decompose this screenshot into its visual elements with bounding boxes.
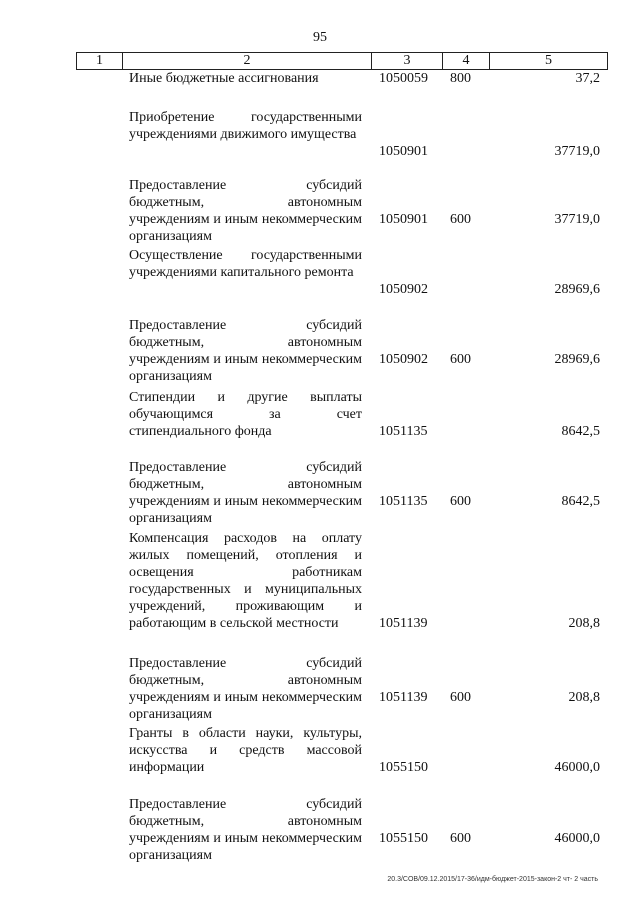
- row-code: 1051139: [379, 616, 428, 631]
- row-amount: 37719,0: [554, 144, 600, 159]
- row-code: 1051135: [379, 424, 428, 439]
- row-code: 1050902: [379, 352, 428, 367]
- row-amount: 8642,5: [561, 424, 600, 439]
- row-code: 1050901: [379, 212, 428, 227]
- row-name: Осуществление государственными учреждениями капитального ремонта: [129, 248, 362, 280]
- row-type: 600: [450, 494, 471, 509]
- row-type: 800: [450, 71, 471, 86]
- row-amount: 28969,6: [554, 282, 600, 297]
- table-row: [0, 655, 640, 722]
- column-header-3: 3: [372, 53, 443, 70]
- row-type: 600: [450, 831, 471, 846]
- row-type: 600: [450, 690, 471, 705]
- row-code: 1055150: [379, 760, 428, 775]
- column-header-table: [76, 52, 608, 70]
- table-row: [0, 317, 640, 384]
- column-header-4: 4: [443, 53, 490, 70]
- row-code: 1055150: [379, 831, 428, 846]
- table-row: [0, 177, 640, 244]
- row-code: 1051139: [379, 690, 428, 705]
- row-name: Предоставление субсидий бюджетным, автономным учреждениям и иным некоммерческим организациям: [129, 797, 362, 863]
- column-header-1: 1: [77, 53, 123, 70]
- row-amount: 46000,0: [554, 831, 600, 846]
- row-code: 1050901: [379, 144, 428, 159]
- row-type: 600: [450, 212, 471, 227]
- row-name: Предоставление субсидий бюджетным, автономным учреждениям и иным некоммерческим организациям: [129, 178, 362, 244]
- row-amount: 46000,0: [554, 760, 600, 775]
- row-type: 600: [450, 352, 471, 367]
- row-amount: 8642,5: [561, 494, 600, 509]
- row-amount: 208,8: [568, 690, 600, 705]
- table-row: [0, 247, 640, 298]
- row-name: Гранты в области науки, культуры, искусства и средств массовой информации: [129, 726, 362, 775]
- row-name: Приобретение государственными учреждениями движимого имущества: [129, 110, 362, 142]
- row-amount: 37,2: [575, 71, 600, 86]
- table-row: [0, 530, 640, 632]
- row-amount: 28969,6: [554, 352, 600, 367]
- footer-file-reference: 20.3/COB/09.12.2015/17-36/идм-бюджет-2015-закон-2 чт- 2 часть: [387, 876, 598, 883]
- table-row: [0, 70, 640, 87]
- table-row: [0, 109, 640, 160]
- row-amount: 208,8: [568, 616, 600, 631]
- row-code: 1050902: [379, 282, 428, 297]
- table-row: [0, 725, 640, 776]
- column-header-5: 5: [490, 53, 608, 70]
- row-name: Предоставление субсидий бюджетным, автономным учреждениям и иным некоммерческим организациям: [129, 318, 362, 384]
- table-row: [0, 389, 640, 440]
- row-code: 1050059: [379, 71, 428, 86]
- row-name: Предоставление субсидий бюджетным, автономным учреждениям и иным некоммерческим организациям: [129, 656, 362, 722]
- row-name: Иные бюджетные ассигнования: [129, 71, 319, 86]
- table-row: [0, 796, 640, 863]
- table-row: [0, 459, 640, 526]
- page-number: 95: [313, 30, 327, 45]
- row-amount: 37719,0: [554, 212, 600, 227]
- row-name: Стипендии и другие выплаты обучающимся за счет стипендиального фонда: [129, 390, 362, 439]
- column-header-2: 2: [123, 53, 372, 70]
- row-code: 1051135: [379, 494, 428, 509]
- row-name: Компенсация расходов на оплату жилых помещений, отопления и освещения работникам государственных и муниципальных учреждений, проживающим и работающим в сельской местности: [129, 531, 362, 631]
- row-name: Предоставление субсидий бюджетным, автономным учреждениям и иным некоммерческим организациям: [129, 460, 362, 526]
